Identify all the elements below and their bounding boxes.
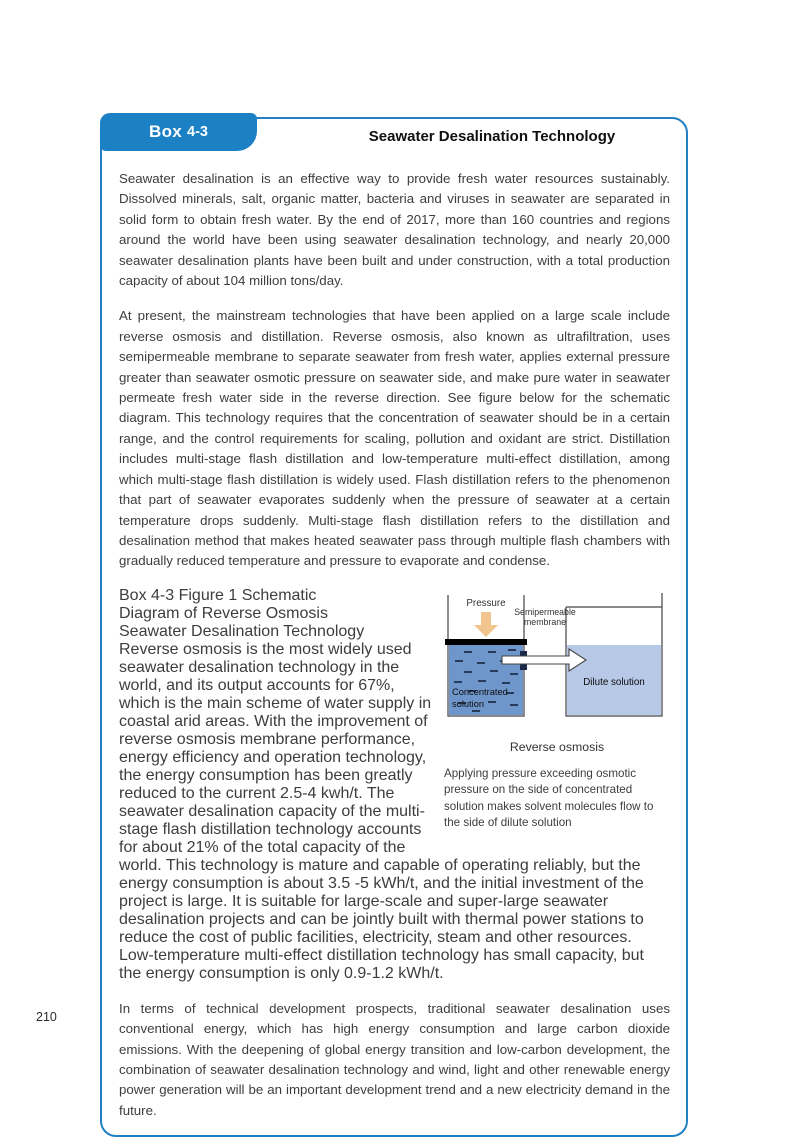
diagram-caption: Reverse osmosis [509, 739, 605, 754]
pressure-arrow-head [474, 625, 498, 637]
page-number: 210 [36, 1010, 57, 1024]
box-tab-prefix: Box [149, 122, 183, 141]
reverse-osmosis-figure [444, 589, 670, 841]
box-title: Seawater Desalination Technology [368, 128, 616, 145]
box-tab-number: 4-3 [187, 124, 208, 140]
figure-note: Applying pressure exceeding osmotic pressure on the side of concentrated solution makes solvent molecules flow to the side of dilute solution [444, 767, 654, 830]
figure-caption-line2: Diagram of Reverse Osmosis [119, 604, 328, 622]
paragraph-1: Seawater desalination is an effective way to provide fresh water resources sustainably. Dissolved minerals, salt, organic matter, bacteria and viruses in seawater are separated in solid form to obtain fresh water. By the end of 2017, more than 160 countries and regions around the world have been using seawater desalination technology, and nearly 20,000 seawater desalination plants have been built and under construction, with a total production capacity of about 104 million tons/day. [119, 171, 670, 289]
reverse-osmosis-diagram [444, 589, 670, 735]
dilute-solution-label: Dilute solution [583, 676, 645, 688]
pressure-label: Pressure [466, 597, 506, 609]
figure-caption-line3: Seawater Desalination Technology [119, 622, 365, 640]
membrane-label-line2: membrane [523, 616, 567, 627]
box-tab [100, 113, 257, 151]
membrane-label-line1: Semipermeable [514, 606, 576, 617]
paragraph-4: In terms of technical development prospects, traditional seawater desalination uses conventional energy, which has high energy consumption and large carbon dioxide emissions. With the deepening of global energy transition and low-carbon development, the combination of seawater desalination technology and wind, light and other renewable energy power generation will be an important development trend and a new electricity demand in the future. [119, 1000, 670, 1118]
piston-bar [445, 639, 527, 645]
concentrated-solution-label-line1: Concentrated [452, 686, 508, 697]
paragraph-3-text: Reverse osmosis is the most widely used seawater desalination technology in the world, and its output accounts for 67%, which is the main scheme of water supply in coastal arid areas. With the improvement of reverse osmosis membrane performance, energy efficiency and operation technology, the energy consumption has been greatly reduced to the current 2.5-4 kwh/t. The seawater desalination capacity of the multi-stage flash distillation technology accounts for about 21% of the total capacity of the world. This technology is mature and capable of operating reliably, but the energy consumption is about 3.5 -5 kWh/t, and the initial investment of the project is large. It is suitable for large-scale and super-large seawater desalination projects and can be jointly built with thermal power stations to reduce the cost of public facilities, electricity, steam and other resources. Low-temperature multi-effect distillation technology has small capacity, but the energy consumption is only 0.9-1.2 kWh/t. [119, 640, 644, 982]
info-box [100, 117, 688, 1137]
figure-caption-line1: Box 4-3 Figure 1 Schematic [119, 586, 317, 604]
paragraph-2: At present, the mainstream technologies that have been applied on a large scale include reverse osmosis and distillation. Reverse osmosis, also known as ultrafiltration, uses semipermeable membrane to separate seawater from fresh water, applies external pressure greater than seawater osmotic pressure on seawater side, and make pure water in seawater permeate fresh water side in the reverse direction. See figure below for the schematic diagram. This technology requires that the concentration of seawater should be in a certain range, and the control requirements for scaling, pollution and oxidant are strict. Distillation includes multi-stage flash distillation and low-temperature multi-effect distillation, among which multi-stage flash distillation is widely used. Flash distillation refers to the phenomenon that part of seawater evaporates suddenly when the pressure of seawater at a certain temperature drops suddenly. Multi-stage flash distillation refers to the distillation and desalination method that makes heated seawater pass through multiple flash chambers with gradually reduced temperature and pressure to evaporate and condense. [119, 308, 670, 569]
concentrated-solution-label-line2: solution [452, 698, 485, 709]
pressure-arrow-shaft [481, 612, 491, 625]
